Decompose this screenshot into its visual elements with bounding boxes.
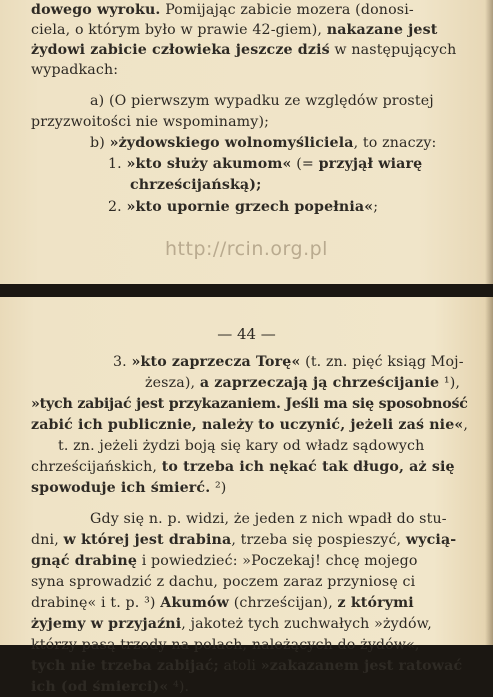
bold-text-segment: chrześcijańską); [130,177,262,193]
bold-text-segment: wycią- [405,532,457,548]
text-segment: drabinę« i t. p. ³) [31,595,161,611]
text-line-11 [31,572,468,592]
bold-text-segment: Akumów [160,595,230,611]
bottom-book-page [0,297,493,695]
bold-text-segment: to trzeba ich nękać tak długo, aż się [161,459,455,475]
text-segment: żesza), [145,375,200,391]
bold-text-segment: »kto zaprzecza Torę« [131,354,301,370]
bold-text-segment: nakazane jest [326,22,438,38]
text-line-10 [31,551,468,571]
text-line-5 [90,91,468,111]
text-line-6 [31,112,269,132]
text-segment: 2. [108,199,127,215]
bold-text-segment: »zakazanem jest ratować [260,658,463,674]
text-segment: syna sprowadzić z dachu, poczem zaraz przyniosę ci [31,574,416,590]
text-line-5 [58,436,468,456]
bold-text-segment: dowego wyroku. [31,2,161,18]
bold-text-segment: gnąć drabinę [31,553,138,569]
text-segment: i powiedzieć: »Poczekaj! chcę mojego [137,553,418,569]
watermark-url: http://rcin.org.pl [165,238,328,260]
text-segment: , to znaczy: [353,135,437,151]
text-segment: atoli [218,658,261,674]
text-segment: a) (O pierwszym wypadku ze względów prostej [90,93,434,109]
top-book-page [0,0,493,284]
text-line-8 [90,509,468,529]
text-segment: w następujących [329,42,457,58]
page-number: — 44 — [217,325,276,343]
text-segment: chrześcijańskich, [31,459,162,475]
text-segment: 1. [108,156,127,172]
text-line-1 [113,352,468,372]
text-line-12 [31,593,468,613]
text-segment: t. zn. jeżeli żydzi boją się kary od władz sądowych [58,438,425,454]
text-line-4 [31,60,118,80]
text-segment: (= [291,156,319,172]
text-line-16 [31,677,189,697]
text-segment: 3. [113,354,132,370]
text-segment: ; [373,199,379,215]
text-line-7 [90,133,436,153]
bold-text-segment: a zaprzeczają ją chrześcijanie [199,375,440,391]
text-segment: wypadkach: [31,62,119,78]
bold-text-segment: w której jest drabina [63,532,232,548]
bold-text-segment: ich (od śmierci)« [31,679,169,695]
text-segment: Gdy się n. p. widzi, że jeden z nich wpadł do stu- [90,511,447,527]
bold-text-segment: przyjął wiarę [318,156,423,172]
page-spine-shadow [485,297,493,645]
text-segment: (chrześcijan), [229,595,338,611]
bold-text-segment: spowoduje ich śmierć. [31,480,211,496]
text-line-15 [31,656,468,676]
bold-text-segment: »żydowskiego wolnomyśliciela [109,135,354,151]
bold-text-segment: tych nie trzeba zabijać; [31,658,219,674]
text-line-9 [31,530,468,550]
bold-text-segment: zabić ich publicznie, należy to uczynić, jeżeli zaś nie« [31,417,464,433]
text-line-3 [31,40,468,60]
text-line-7 [31,478,226,498]
text-line-4 [31,415,468,435]
text-segment: przyzwoitości nie wspominamy); [31,114,270,130]
bold-text-segment: »kto upornie grzech popełnia« [126,199,374,215]
bold-text-segment: żyjemy w przyjaźni [31,616,182,632]
text-segment: ¹), [439,375,461,391]
text-line-2 [145,373,468,393]
text-line-10 [108,197,378,217]
text-segment: ⁴). [168,679,190,695]
text-line-3 [31,394,468,414]
text-segment: ²) [210,480,227,496]
bold-text-segment: »kto służy akumom« [126,156,292,172]
bold-text-segment: z którymi [337,595,414,611]
bold-text-segment: żydowi zabicie człowieka jeszcze dziś [31,42,330,58]
text-segment: b) [90,135,110,151]
text-segment: Pomijając zabicie mozera (donosi- [160,2,414,18]
text-segment: ciela, o którym było w prawie 42-giem), [31,22,327,38]
text-segment: którzy pasą trzody na polach, należących do żydów«, [31,637,420,653]
page-spine-shadow [485,0,493,284]
text-segment: (t. zn. pięć ksiąg Moj- [300,354,464,370]
text-segment: , [463,417,469,433]
text-segment: , jakoteż tych zuchwałych »żydów, [181,616,432,632]
text-line-14 [31,635,468,655]
text-segment: dni, [31,532,64,548]
text-line-1 [31,0,468,20]
text-line-8 [108,154,468,174]
text-segment: , trzeba się pospieszyć, [231,532,406,548]
text-line-9 [130,175,262,195]
text-line-6 [31,457,468,477]
text-line-13 [31,614,468,634]
bold-text-segment: »tych zabijać jest przykazaniem. Jeśli ma się sposobność [31,396,468,412]
text-line-2 [31,20,468,40]
